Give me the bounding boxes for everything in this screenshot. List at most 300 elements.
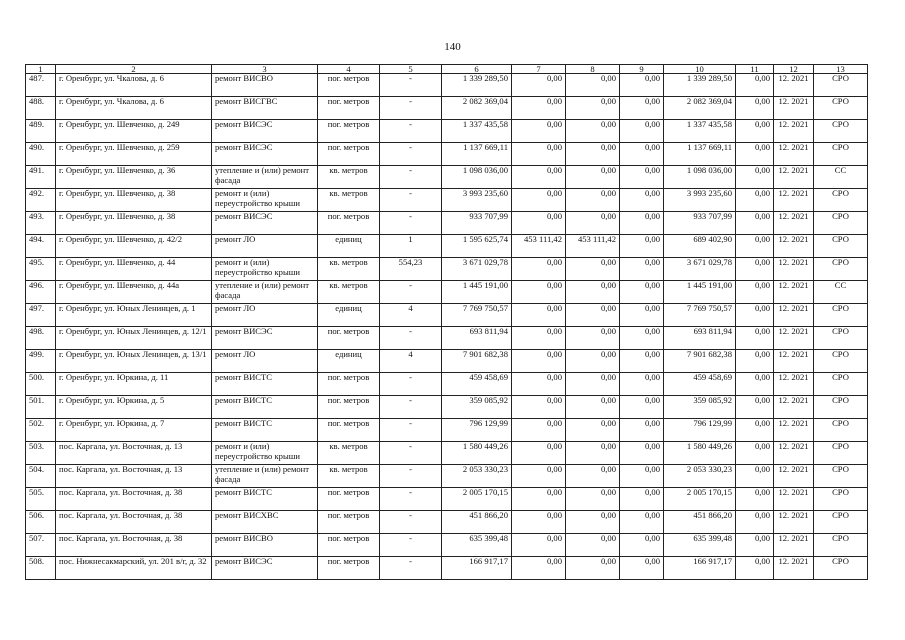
cell-row-number: 489. [26, 120, 56, 143]
cell-completion-date: 12. 2021 [774, 465, 814, 488]
column-header: 13 [814, 65, 868, 74]
table-row [26, 304, 868, 327]
cell-address: пос. Каргала, ул. Восточная, д. 38 [56, 511, 212, 534]
column-header: 9 [620, 65, 664, 74]
cell-owner-cost: 451 866,20 [664, 511, 736, 534]
cell-work-type: ремонт и (или) переустройство крыши [212, 189, 318, 212]
cell-budget-cost: 0,00 [620, 327, 664, 350]
cell-owner-cost: 1 098 036,00 [664, 166, 736, 189]
cell-total-cost: 1 337 435,58 [442, 120, 512, 143]
cell-fund-cost: 0,00 [512, 396, 566, 419]
cell-other-cost: 0,00 [736, 143, 774, 166]
cell-other-cost: 0,00 [736, 212, 774, 235]
cell-owner-cost: 3 993 235,60 [664, 189, 736, 212]
cell-work-type: ремонт ВИСТС [212, 488, 318, 511]
cell-unit: кв. метров [318, 166, 380, 189]
table-row [26, 74, 868, 97]
cell-address: г. Оренбург, ул. Шевченко, д. 38 [56, 212, 212, 235]
cell-fund-cost: 0,00 [512, 327, 566, 350]
cell-unit: пог. метров [318, 396, 380, 419]
table-row [26, 534, 868, 557]
cell-fund-cost-2: 0,00 [566, 74, 620, 97]
cell-row-number: 495. [26, 258, 56, 281]
cell-address: г. Оренбург, ул. Юркина, д. 11 [56, 373, 212, 396]
cell-other-cost: 0,00 [736, 419, 774, 442]
cell-budget-cost: 0,00 [620, 258, 664, 281]
cell-owner-cost: 459 458,69 [664, 373, 736, 396]
cell-other-cost: 0,00 [736, 350, 774, 373]
cell-budget-cost: 0,00 [620, 419, 664, 442]
cell-row-number: 505. [26, 488, 56, 511]
cell-total-cost: 1 137 669,11 [442, 143, 512, 166]
cell-completion-date: 12. 2021 [774, 74, 814, 97]
cell-owner-cost: 1 445 191,00 [664, 281, 736, 304]
cell-work-type: ремонт ВИСТС [212, 373, 318, 396]
cell-quantity: - [380, 212, 442, 235]
cell-fund-cost: 0,00 [512, 97, 566, 120]
column-header: 8 [566, 65, 620, 74]
cell-address: г. Оренбург, ул. Шевченко, д. 44 [56, 258, 212, 281]
cell-budget-cost: 0,00 [620, 442, 664, 465]
cell-fund-cost: 0,00 [512, 166, 566, 189]
cell-completion-date: 12. 2021 [774, 189, 814, 212]
repair-register-table [25, 64, 868, 580]
cell-owner-cost: 693 811,94 [664, 327, 736, 350]
cell-fund-cost: 0,00 [512, 442, 566, 465]
cell-budget-cost: 0,00 [620, 534, 664, 557]
cell-total-cost: 693 811,94 [442, 327, 512, 350]
cell-row-number: 503. [26, 442, 56, 465]
cell-funding-method: СРО [814, 97, 868, 120]
cell-address: г. Оренбург, ул. Шевченко, д. 249 [56, 120, 212, 143]
cell-fund-cost-2: 0,00 [566, 189, 620, 212]
cell-budget-cost: 0,00 [620, 396, 664, 419]
cell-fund-cost: 453 111,42 [512, 235, 566, 258]
cell-fund-cost-2: 0,00 [566, 419, 620, 442]
column-header: 11 [736, 65, 774, 74]
cell-completion-date: 12. 2021 [774, 350, 814, 373]
cell-funding-method: СРО [814, 143, 868, 166]
cell-funding-method: СРО [814, 557, 868, 580]
cell-quantity: - [380, 511, 442, 534]
cell-funding-method: СРО [814, 304, 868, 327]
cell-budget-cost: 0,00 [620, 235, 664, 258]
cell-other-cost: 0,00 [736, 511, 774, 534]
cell-address: г. Оренбург, ул. Чкалова, д. 6 [56, 74, 212, 97]
cell-owner-cost: 1 580 449,26 [664, 442, 736, 465]
cell-other-cost: 0,00 [736, 373, 774, 396]
cell-budget-cost: 0,00 [620, 557, 664, 580]
cell-fund-cost: 0,00 [512, 281, 566, 304]
cell-row-number: 498. [26, 327, 56, 350]
cell-owner-cost: 2 053 330,23 [664, 465, 736, 488]
cell-owner-cost: 635 399,48 [664, 534, 736, 557]
cell-fund-cost-2: 0,00 [566, 143, 620, 166]
cell-completion-date: 12. 2021 [774, 166, 814, 189]
table-row [26, 419, 868, 442]
cell-quantity: - [380, 396, 442, 419]
cell-fund-cost: 0,00 [512, 120, 566, 143]
cell-fund-cost-2: 0,00 [566, 327, 620, 350]
cell-owner-cost: 166 917,17 [664, 557, 736, 580]
table-row [26, 396, 868, 419]
cell-unit: пог. метров [318, 143, 380, 166]
cell-funding-method: СС [814, 281, 868, 304]
cell-total-cost: 7 901 682,38 [442, 350, 512, 373]
table-row [26, 350, 868, 373]
cell-address: г. Оренбург, ул. Шевченко, д. 44а [56, 281, 212, 304]
cell-total-cost: 1 339 289,50 [442, 74, 512, 97]
cell-fund-cost-2: 0,00 [566, 511, 620, 534]
page-number: 140 [444, 41, 461, 53]
cell-funding-method: СРО [814, 327, 868, 350]
cell-budget-cost: 0,00 [620, 166, 664, 189]
cell-quantity: - [380, 327, 442, 350]
cell-unit: единиц [318, 304, 380, 327]
cell-fund-cost-2: 0,00 [566, 442, 620, 465]
cell-unit: кв. метров [318, 465, 380, 488]
cell-owner-cost: 689 402,90 [664, 235, 736, 258]
cell-fund-cost: 0,00 [512, 465, 566, 488]
table-row [26, 166, 868, 189]
cell-total-cost: 1 580 449,26 [442, 442, 512, 465]
cell-budget-cost: 0,00 [620, 74, 664, 97]
cell-completion-date: 12. 2021 [774, 442, 814, 465]
cell-quantity: - [380, 534, 442, 557]
table-row [26, 143, 868, 166]
cell-unit: пог. метров [318, 488, 380, 511]
cell-funding-method: СРО [814, 396, 868, 419]
cell-unit: пог. метров [318, 557, 380, 580]
cell-address: пос. Каргала, ул. Восточная, д. 13 [56, 442, 212, 465]
table-row [26, 557, 868, 580]
cell-total-cost: 451 866,20 [442, 511, 512, 534]
cell-other-cost: 0,00 [736, 534, 774, 557]
cell-row-number: 504. [26, 465, 56, 488]
cell-total-cost: 796 129,99 [442, 419, 512, 442]
cell-funding-method: СРО [814, 511, 868, 534]
cell-fund-cost-2: 453 111,42 [566, 235, 620, 258]
cell-completion-date: 12. 2021 [774, 557, 814, 580]
cell-other-cost: 0,00 [736, 488, 774, 511]
cell-budget-cost: 0,00 [620, 97, 664, 120]
cell-fund-cost-2: 0,00 [566, 488, 620, 511]
table-row [26, 511, 868, 534]
cell-completion-date: 12. 2021 [774, 258, 814, 281]
cell-work-type: ремонт ВИСЭС [212, 120, 318, 143]
cell-unit: пог. метров [318, 511, 380, 534]
cell-other-cost: 0,00 [736, 97, 774, 120]
cell-work-type: ремонт ВИСХВС [212, 511, 318, 534]
cell-row-number: 490. [26, 143, 56, 166]
table-row [26, 281, 868, 304]
cell-quantity: - [380, 74, 442, 97]
cell-row-number: 507. [26, 534, 56, 557]
cell-total-cost: 3 671 029,78 [442, 258, 512, 281]
cell-completion-date: 12. 2021 [774, 419, 814, 442]
cell-fund-cost: 0,00 [512, 143, 566, 166]
cell-work-type: ремонт ВИСТС [212, 419, 318, 442]
cell-address: г. Оренбург, ул. Юркина, д. 7 [56, 419, 212, 442]
cell-unit: единиц [318, 350, 380, 373]
cell-address: г. Оренбург, ул. Юных Ленинцев, д. 13/1 [56, 350, 212, 373]
cell-total-cost: 3 993 235,60 [442, 189, 512, 212]
cell-address: пос. Каргала, ул. Восточная, д. 38 [56, 488, 212, 511]
cell-quantity: - [380, 166, 442, 189]
cell-total-cost: 2 005 170,15 [442, 488, 512, 511]
column-header: 6 [442, 65, 512, 74]
cell-other-cost: 0,00 [736, 396, 774, 419]
cell-work-type: ремонт и (или) переустройство крыши [212, 442, 318, 465]
cell-address: г. Оренбург, ул. Шевченко, д. 38 [56, 189, 212, 212]
cell-completion-date: 12. 2021 [774, 304, 814, 327]
cell-unit: пог. метров [318, 74, 380, 97]
cell-work-type: ремонт ВИСЭС [212, 143, 318, 166]
cell-total-cost: 933 707,99 [442, 212, 512, 235]
cell-row-number: 487. [26, 74, 56, 97]
cell-completion-date: 12. 2021 [774, 235, 814, 258]
cell-unit: пог. метров [318, 534, 380, 557]
cell-work-type: ремонт ЛО [212, 235, 318, 258]
cell-fund-cost-2: 0,00 [566, 304, 620, 327]
cell-budget-cost: 0,00 [620, 212, 664, 235]
column-header: 2 [56, 65, 212, 74]
column-header: 4 [318, 65, 380, 74]
table-row [26, 327, 868, 350]
cell-fund-cost: 0,00 [512, 258, 566, 281]
cell-work-type: утепление и (или) ремонт фасада [212, 465, 318, 488]
cell-total-cost: 1 445 191,00 [442, 281, 512, 304]
cell-unit: кв. метров [318, 442, 380, 465]
cell-fund-cost-2: 0,00 [566, 396, 620, 419]
table-row [26, 373, 868, 396]
cell-budget-cost: 0,00 [620, 304, 664, 327]
cell-completion-date: 12. 2021 [774, 143, 814, 166]
cell-fund-cost: 0,00 [512, 373, 566, 396]
cell-owner-cost: 7 901 682,38 [664, 350, 736, 373]
cell-quantity: 4 [380, 304, 442, 327]
cell-work-type: ремонт ВИСЭС [212, 327, 318, 350]
cell-quantity: 554,23 [380, 258, 442, 281]
cell-quantity: - [380, 557, 442, 580]
cell-owner-cost: 3 671 029,78 [664, 258, 736, 281]
cell-row-number: 497. [26, 304, 56, 327]
cell-other-cost: 0,00 [736, 258, 774, 281]
cell-budget-cost: 0,00 [620, 465, 664, 488]
cell-quantity: - [380, 465, 442, 488]
cell-row-number: 508. [26, 557, 56, 580]
cell-funding-method: СРО [814, 350, 868, 373]
cell-other-cost: 0,00 [736, 281, 774, 304]
cell-work-type: ремонт ЛО [212, 304, 318, 327]
cell-budget-cost: 0,00 [620, 143, 664, 166]
cell-quantity: - [380, 488, 442, 511]
cell-other-cost: 0,00 [736, 557, 774, 580]
column-header: 5 [380, 65, 442, 74]
cell-unit: единиц [318, 235, 380, 258]
column-header: 12 [774, 65, 814, 74]
cell-address: г. Оренбург, ул. Юркина, д. 5 [56, 396, 212, 419]
cell-fund-cost: 0,00 [512, 212, 566, 235]
cell-owner-cost: 359 085,92 [664, 396, 736, 419]
cell-unit: пог. метров [318, 373, 380, 396]
column-header: 3 [212, 65, 318, 74]
cell-row-number: 500. [26, 373, 56, 396]
cell-quantity: - [380, 419, 442, 442]
cell-total-cost: 7 769 750,57 [442, 304, 512, 327]
cell-budget-cost: 0,00 [620, 120, 664, 143]
cell-unit: кв. метров [318, 189, 380, 212]
cell-total-cost: 359 085,92 [442, 396, 512, 419]
cell-completion-date: 12. 2021 [774, 120, 814, 143]
cell-fund-cost-2: 0,00 [566, 281, 620, 304]
cell-other-cost: 0,00 [736, 235, 774, 258]
cell-funding-method: СРО [814, 534, 868, 557]
cell-owner-cost: 7 769 750,57 [664, 304, 736, 327]
cell-fund-cost: 0,00 [512, 534, 566, 557]
cell-row-number: 506. [26, 511, 56, 534]
cell-unit: пог. метров [318, 97, 380, 120]
cell-total-cost: 166 917,17 [442, 557, 512, 580]
cell-work-type: ремонт ЛО [212, 350, 318, 373]
cell-row-number: 493. [26, 212, 56, 235]
column-header: 10 [664, 65, 736, 74]
cell-budget-cost: 0,00 [620, 373, 664, 396]
cell-total-cost: 459 458,69 [442, 373, 512, 396]
cell-other-cost: 0,00 [736, 327, 774, 350]
cell-work-type: ремонт ВИСГВС [212, 97, 318, 120]
cell-funding-method: СРО [814, 488, 868, 511]
cell-quantity: - [380, 97, 442, 120]
cell-other-cost: 0,00 [736, 465, 774, 488]
table-row [26, 488, 868, 511]
cell-row-number: 501. [26, 396, 56, 419]
cell-completion-date: 12. 2021 [774, 212, 814, 235]
cell-funding-method: СС [814, 166, 868, 189]
cell-work-type: ремонт ВИСЭС [212, 212, 318, 235]
cell-fund-cost: 0,00 [512, 189, 566, 212]
cell-work-type: ремонт ВИСВО [212, 534, 318, 557]
cell-quantity: - [380, 120, 442, 143]
cell-owner-cost: 1 339 289,50 [664, 74, 736, 97]
cell-fund-cost-2: 0,00 [566, 350, 620, 373]
cell-address: г. Оренбург, ул. Шевченко, д. 259 [56, 143, 212, 166]
cell-work-type: ремонт и (или) переустройство крыши [212, 258, 318, 281]
cell-fund-cost-2: 0,00 [566, 534, 620, 557]
cell-other-cost: 0,00 [736, 304, 774, 327]
cell-total-cost: 635 399,48 [442, 534, 512, 557]
cell-row-number: 502. [26, 419, 56, 442]
column-header: 7 [512, 65, 566, 74]
cell-fund-cost-2: 0,00 [566, 373, 620, 396]
cell-funding-method: СРО [814, 442, 868, 465]
cell-funding-method: СРО [814, 74, 868, 97]
cell-other-cost: 0,00 [736, 189, 774, 212]
cell-completion-date: 12. 2021 [774, 511, 814, 534]
cell-funding-method: СРО [814, 465, 868, 488]
cell-funding-method: СРО [814, 419, 868, 442]
cell-fund-cost-2: 0,00 [566, 258, 620, 281]
cell-other-cost: 0,00 [736, 120, 774, 143]
cell-fund-cost: 0,00 [512, 419, 566, 442]
cell-fund-cost: 0,00 [512, 557, 566, 580]
table-row [26, 442, 868, 465]
cell-work-type: ремонт ВИСЭС [212, 557, 318, 580]
cell-fund-cost-2: 0,00 [566, 557, 620, 580]
cell-owner-cost: 933 707,99 [664, 212, 736, 235]
cell-row-number: 492. [26, 189, 56, 212]
cell-unit: пог. метров [318, 327, 380, 350]
cell-quantity: 4 [380, 350, 442, 373]
cell-budget-cost: 0,00 [620, 488, 664, 511]
cell-owner-cost: 2 082 369,04 [664, 97, 736, 120]
table-row [26, 465, 868, 488]
cell-unit: пог. метров [318, 120, 380, 143]
cell-quantity: - [380, 442, 442, 465]
table-row [26, 97, 868, 120]
cell-owner-cost: 2 005 170,15 [664, 488, 736, 511]
cell-funding-method: СРО [814, 235, 868, 258]
cell-address: пос. Каргала, ул. Восточная, д. 13 [56, 465, 212, 488]
cell-fund-cost-2: 0,00 [566, 97, 620, 120]
column-header: 1 [26, 65, 56, 74]
cell-other-cost: 0,00 [736, 166, 774, 189]
cell-fund-cost-2: 0,00 [566, 212, 620, 235]
cell-completion-date: 12. 2021 [774, 281, 814, 304]
cell-row-number: 488. [26, 97, 56, 120]
cell-owner-cost: 1 137 669,11 [664, 143, 736, 166]
cell-address: г. Оренбург, ул. Юных Ленинцев, д. 1 [56, 304, 212, 327]
cell-total-cost: 1 595 625,74 [442, 235, 512, 258]
cell-unit: пог. метров [318, 212, 380, 235]
cell-fund-cost: 0,00 [512, 74, 566, 97]
cell-quantity: - [380, 189, 442, 212]
cell-work-type: утепление и (или) ремонт фасада [212, 281, 318, 304]
cell-work-type: утепление и (или) ремонт фасада [212, 166, 318, 189]
cell-completion-date: 12. 2021 [774, 97, 814, 120]
cell-completion-date: 12. 2021 [774, 327, 814, 350]
cell-completion-date: 12. 2021 [774, 396, 814, 419]
cell-unit: пог. метров [318, 419, 380, 442]
cell-total-cost: 1 098 036,00 [442, 166, 512, 189]
cell-owner-cost: 1 337 435,58 [664, 120, 736, 143]
cell-quantity: - [380, 373, 442, 396]
cell-budget-cost: 0,00 [620, 281, 664, 304]
table-row [26, 120, 868, 143]
cell-address: г. Оренбург, ул. Шевченко, д. 42/2 [56, 235, 212, 258]
cell-unit: кв. метров [318, 258, 380, 281]
cell-row-number: 494. [26, 235, 56, 258]
cell-address: пос. Каргала, ул. Восточная, д. 38 [56, 534, 212, 557]
cell-funding-method: СРО [814, 212, 868, 235]
cell-budget-cost: 0,00 [620, 189, 664, 212]
cell-completion-date: 12. 2021 [774, 534, 814, 557]
cell-row-number: 499. [26, 350, 56, 373]
cell-fund-cost: 0,00 [512, 304, 566, 327]
cell-address: г. Оренбург, ул. Шевченко, д. 36 [56, 166, 212, 189]
cell-total-cost: 2 082 369,04 [442, 97, 512, 120]
cell-fund-cost: 0,00 [512, 350, 566, 373]
cell-address: г. Оренбург, ул. Юных Ленинцев, д. 12/1 [56, 327, 212, 350]
cell-unit: кв. метров [318, 281, 380, 304]
cell-quantity: - [380, 281, 442, 304]
cell-address: пос. Нижнесакмарский, ул. 201 в/г, д. 32 [56, 557, 212, 580]
cell-funding-method: СРО [814, 373, 868, 396]
cell-completion-date: 12. 2021 [774, 488, 814, 511]
cell-fund-cost-2: 0,00 [566, 120, 620, 143]
cell-row-number: 491. [26, 166, 56, 189]
cell-other-cost: 0,00 [736, 74, 774, 97]
